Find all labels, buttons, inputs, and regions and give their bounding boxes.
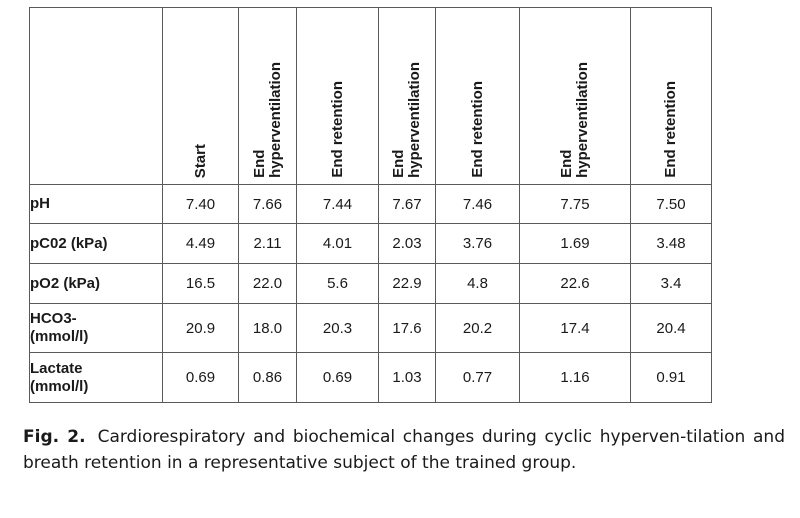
header-row xyxy=(30,8,712,185)
table-cell: 1.69 xyxy=(520,224,631,264)
table-row xyxy=(30,185,712,224)
table-cell: 3.76 xyxy=(436,224,520,264)
table-cell: 20.4 xyxy=(631,304,712,353)
table-cell: 7.67 xyxy=(379,185,436,224)
table-cell: 20.9 xyxy=(163,304,239,353)
results-table xyxy=(29,7,712,403)
table-cell: 22.0 xyxy=(239,264,297,304)
row-label: pC02 (kPa) xyxy=(30,224,163,264)
row-label: pO2 (kPa) xyxy=(30,264,163,304)
table-row xyxy=(30,353,712,403)
table-cell: 1.03 xyxy=(379,353,436,403)
row-label: Lactate (mmol/l) xyxy=(30,353,163,403)
table-cell: 7.66 xyxy=(239,185,297,224)
caption-text: Cardiorespiratory and biochemical changes during cyclic hyperven-tilation and breath retention in a representative subject of the trained group. xyxy=(23,427,785,473)
table-cell: 16.5 xyxy=(163,264,239,304)
table-cell: 7.44 xyxy=(297,185,379,224)
table-cell: 3.48 xyxy=(631,224,712,264)
table-cell: 18.0 xyxy=(239,304,297,353)
figure-label: Fig. 2. xyxy=(23,427,86,447)
column-header: End hyperventilation xyxy=(239,8,297,185)
table-cell: 0.69 xyxy=(297,353,379,403)
corner-cell xyxy=(30,8,163,185)
column-header: End retention xyxy=(436,8,520,185)
table-cell: 7.40 xyxy=(163,185,239,224)
table-cell: 17.4 xyxy=(520,304,631,353)
table-cell: 20.2 xyxy=(436,304,520,353)
table-cell: 2.11 xyxy=(239,224,297,264)
table-cell: 5.6 xyxy=(297,264,379,304)
figure-caption xyxy=(23,424,785,476)
table-cell: 4.49 xyxy=(163,224,239,264)
table-cell: 4.01 xyxy=(297,224,379,264)
table-cell: 1.16 xyxy=(520,353,631,403)
table-cell: 0.91 xyxy=(631,353,712,403)
table-cell: 0.69 xyxy=(163,353,239,403)
table-cell: 2.03 xyxy=(379,224,436,264)
table-cell: 22.6 xyxy=(520,264,631,304)
table-cell: 0.77 xyxy=(436,353,520,403)
column-header: End hyperventilation xyxy=(520,8,631,185)
table-cell: 22.9 xyxy=(379,264,436,304)
table-row xyxy=(30,264,712,304)
table-row xyxy=(30,224,712,264)
row-label: HCO3- (mmol/l) xyxy=(30,304,163,353)
table-cell: 17.6 xyxy=(379,304,436,353)
table-cell: 0.86 xyxy=(239,353,297,403)
row-label: pH xyxy=(30,185,163,224)
table-cell: 7.46 xyxy=(436,185,520,224)
table-cell: 7.50 xyxy=(631,185,712,224)
column-header: End retention xyxy=(631,8,712,185)
column-header: Start xyxy=(163,8,239,185)
table-cell: 4.8 xyxy=(436,264,520,304)
table-cell: 20.3 xyxy=(297,304,379,353)
table-cell: 7.75 xyxy=(520,185,631,224)
table-row xyxy=(30,304,712,353)
table-cell: 3.4 xyxy=(631,264,712,304)
column-header: End retention xyxy=(297,8,379,185)
column-header: End hyperventilation xyxy=(379,8,436,185)
